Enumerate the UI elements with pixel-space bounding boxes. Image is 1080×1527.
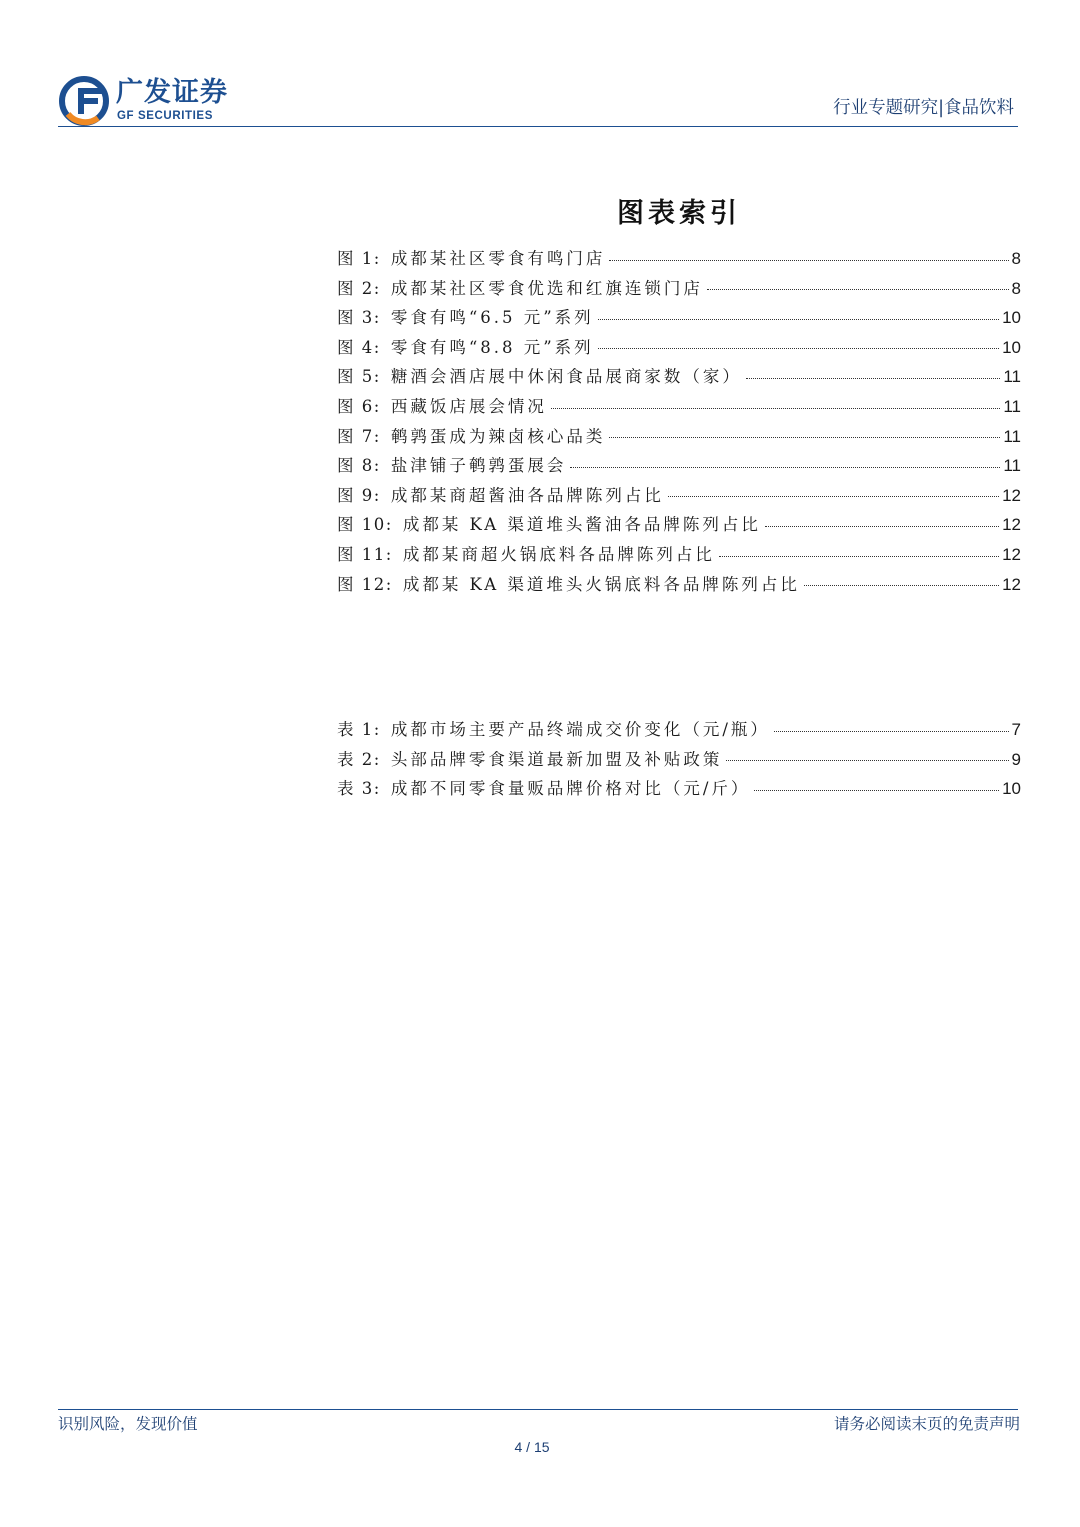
figure-index-list [337,244,1021,599]
figure-index-entry[interactable] [337,451,1021,481]
toc-entry-label [337,451,566,481]
toc-entry-number: 图 7: [337,426,381,446]
toc-entry-number: 图 6: [337,396,381,416]
toc-entry-label [337,362,742,392]
toc-entry-number: 表 2: [337,749,381,769]
toc-leader-dots [765,525,999,527]
toc-leader-dots [804,584,999,586]
toc-entry-page: 11 [1003,456,1021,476]
toc-entry-page: 12 [1002,544,1021,564]
toc-entry-page: 10 [1002,308,1021,328]
header-divider [58,126,1018,127]
table-index-list [337,715,1021,804]
toc-entry-label [337,540,715,570]
toc-leader-dots [746,377,1001,379]
toc-entry-label [337,510,761,540]
toc-entry-label [337,274,703,304]
toc-entry-label [337,244,605,274]
toc-entry-title: 成都某社区零食有鸣门店 [390,249,606,268]
figure-index-entry[interactable] [337,392,1021,422]
toc-leader-dots [598,318,999,320]
toc-leader-dots [609,436,1000,438]
page-header [58,72,1018,128]
toc-entry-number: 图 1: [337,249,381,268]
toc-entry-page: 11 [1003,426,1021,446]
toc-entry-page: 12 [1002,485,1021,505]
toc-leader-dots [754,789,999,791]
toc-entry-label [337,392,547,422]
toc-entry-label [337,745,722,775]
toc-entry-number: 图 4: [337,337,381,357]
toc-entry-number: 图 5: [337,367,381,387]
toc-entry-page: 8 [1011,278,1021,298]
gf-logo-icon [58,74,114,126]
toc-entry-label [337,715,770,745]
toc-leader-dots [719,555,999,557]
toc-entry-number: 图 12: [337,574,393,594]
table-index-entry[interactable] [337,745,1021,775]
logo-english-name: GF SECURITIES [117,110,213,122]
figure-index-entry[interactable] [337,274,1021,304]
toc-entry-title: 成都某商超火锅底料各品牌陈列占比 [402,544,715,564]
figure-index-entry[interactable] [337,303,1021,333]
figure-index-entry[interactable] [337,422,1021,452]
toc-leader-dots [774,730,1009,732]
footer-slogan: 识别风险，发现价值 [58,1415,198,1433]
figure-index-entry[interactable] [337,244,1021,274]
table-index-entry[interactable] [337,715,1021,745]
toc-entry-title: 成都某 KA 渠道堆头火锅底料各品牌陈列占比 [402,574,800,594]
toc-entry-page: 10 [1002,779,1021,799]
footer-divider [58,1409,1018,1410]
toc-entry-title: 头部品牌零食渠道最新加盟及补贴政策 [390,749,723,769]
toc-entry-number: 表 1: [337,720,381,739]
gf-securities-logo [58,74,258,126]
toc-entry-number: 图 11: [337,544,393,564]
toc-entry-title: 西藏饭店展会情况 [390,396,547,416]
toc-entry-page: 11 [1003,367,1021,387]
toc-entry-title: 鹌鹑蛋成为辣卤核心品类 [390,426,606,446]
footer-disclaimer: 请务必阅读末页的免责声明 [833,1415,1020,1433]
toc-entry-page: 12 [1002,515,1021,535]
toc-entry-number: 图 10: [337,515,393,535]
toc-leader-dots [598,347,999,349]
figure-index-entry[interactable] [337,362,1021,392]
toc-entry-number: 图 9: [337,485,381,505]
toc-entry-page: 8 [1011,249,1021,268]
toc-leader-dots [551,407,1001,409]
table-index-entry[interactable] [337,774,1021,804]
toc-entry-label [337,333,594,363]
figure-index-entry[interactable] [337,570,1021,600]
toc-entry-label [337,422,605,452]
toc-entry-number: 图 3: [337,308,381,328]
toc-entry-title: 糖酒会酒店展中休闲食品展商家数（家） [390,367,742,387]
toc-entry-label [337,303,594,333]
toc-entry-label [337,570,800,600]
toc-entry-page: 11 [1003,396,1021,416]
page-number: 4 / 15 [514,1439,550,1455]
figure-index-entry[interactable] [337,510,1021,540]
toc-entry-page: 9 [1011,749,1021,769]
toc-entry-page: 12 [1002,574,1021,594]
toc-entry-label [337,774,750,804]
toc-entry-page: 10 [1002,337,1021,357]
toc-leader-dots [707,288,1009,290]
toc-entry-number: 图 2: [337,278,381,298]
logo-chinese-name: 广发证券 [116,77,228,108]
toc-entry-title: 成都某 KA 渠道堆头酱油各品牌陈列占比 [402,515,761,535]
toc-leader-dots [609,259,1008,261]
toc-entry-title: 成都市场主要产品终端成交价变化（元/瓶） [390,720,770,739]
toc-entry-number: 图 8: [337,456,381,476]
page-title: 图表索引 [617,198,741,229]
toc-entry-title: 成都不同零食量贩品牌价格对比（元/斤） [390,779,751,799]
report-category: 行业专题研究|食品饮料 [833,98,1014,118]
toc-entry-title: 盐津铺子鹌鹑蛋展会 [390,456,567,476]
toc-leader-dots [668,495,999,497]
toc-entry-title: 零食有鸣“6.5 元”系列 [390,308,594,328]
toc-entry-page: 7 [1011,720,1021,739]
figure-index-entry[interactable] [337,481,1021,511]
toc-entry-label [337,481,664,511]
toc-entry-title: 零食有鸣“8.8 元”系列 [390,337,594,357]
figure-index-entry[interactable] [337,333,1021,363]
toc-leader-dots [726,759,1008,761]
toc-entry-title: 成都某商超酱油各品牌陈列占比 [390,485,664,505]
toc-entry-number: 表 3: [337,779,381,799]
figure-index-entry[interactable] [337,540,1021,570]
toc-leader-dots [570,466,1000,468]
toc-entry-title: 成都某社区零食优选和红旗连锁门店 [390,278,703,298]
